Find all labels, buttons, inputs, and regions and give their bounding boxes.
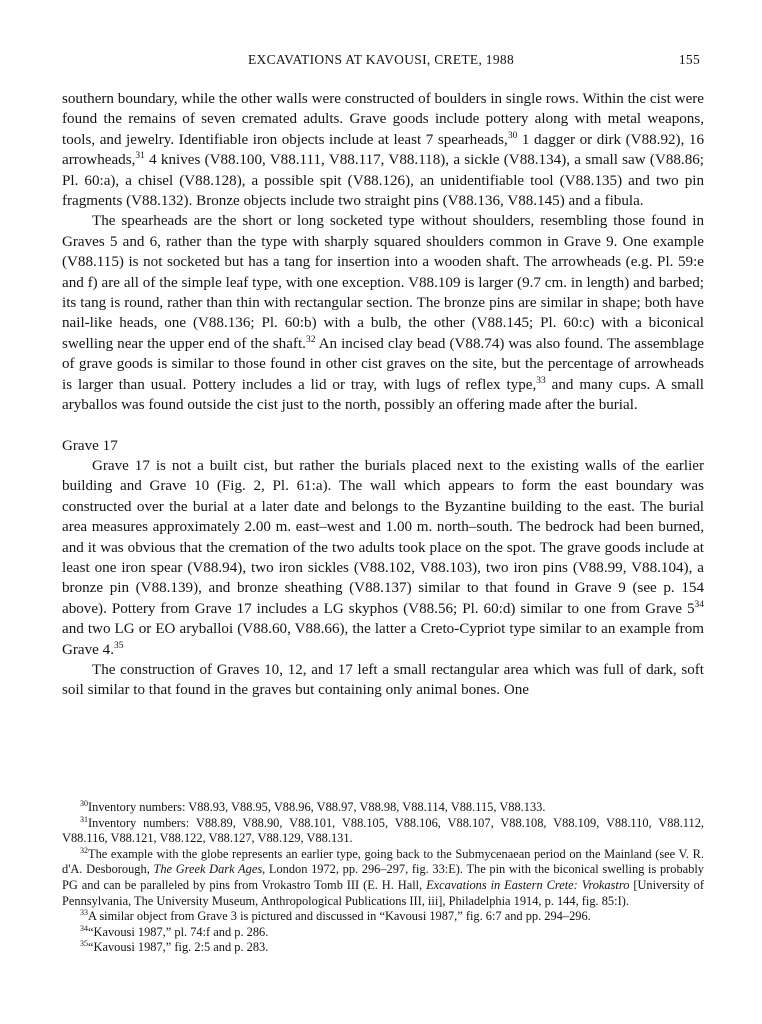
footnote-33: $^{33}$A similar object from Grave 3 is pictured and discussed in “Kavousi 1987,” fig. 6:7 and pp. 294–296. [80,908,591,924]
footnote-ref-35: 35 [113,640,124,651]
section-heading-grave-17: Grave 17 [62,437,118,454]
footnotes [62,800,704,956]
paragraph-2: The spearheads are the short or long socketed type without shoulders, resembling those found in Graves 5 and 6, rather than the type with sharply squared shoulders common in Grave 9. One example (V88.115) is not socketed but has a tang for insertion into a wooden shaft. The arrowheads (e.g. Pl. 59:e and f) are all of the simple leaf type, with one exception. V88.109 is larger (9.7 cm. in length) and barbed; its tang is round, rather than thin with rectangular section. The bronze pins are similar in shape; both have nail-like heads, one (V88.136; Pl. 60:b) with a bulb, the other (V88.145; Pl. 60:c) with a biconical swelling near the upper end of the shaft.$^{32}$ An incised clay bead (V88.74) was also found. The assemblage of grave goods is similar to those found in other cist graves on the site, but the percentage of arrowheads is larger than usual. Pottery includes a lid or tray, with lugs of reflex type,$^{33}$ and many cups. A small aryballos was found outside the cist just to the north, possibly an offering made after the burial. [62,213,705,414]
page-number: 155 [678,52,700,67]
book-title: Excavations in Eastern Crete: Vrokastro [426,877,630,892]
footnote-ref-34: 34 [694,599,704,610]
body-text [62,89,704,701]
footnote-34: $^{34}$“Kavousi 1987,” pl. 74:f and p. 286. [80,923,269,939]
footnote-35: $^{35}$“Kavousi 1987,” fig. 2:5 and p. 283. [80,939,269,955]
footnote-ref-33: 33 [536,375,546,386]
footnote-ref-32: 32 [305,334,316,345]
paragraph-3: Grave 17 is not a built cist, but rather the burials placed next to the existing walls of the earlier building and Grave 10 (Fig. 2, Pl. 61:a). The wall which appears to form the east boundary was constructed over the burial at a later date and belongs to the Byzantine building to the east. The burial area measures approximately 2.00 m. east–west and 1.00 m. north–south. The bedrock had been burned, and it was obvious that the cremation of the two adults took place on the spot. The grave goods include at least one iron spear (V88.94), two iron sickles (V88.102, V88.103), two iron pins (V88.99, V88.104), a bronze pin (V88.139), and bronze sheathing (V88.137) similar to that found in Grave 9 (see p. 154 above). Pottery from Grave 17 includes a LG skyphos (V88.56; Pl. 60:d) similar to one from Grave $5^{34}$ and two LG or EO aryballoi (V88.60, V88.66), the latter a Creto-Cypriot type similar to an example from Grave 4.35 [62,457,704,658]
running-header [62,52,700,70]
footnote-32: $^{32}$The example with the globe represents an earlier type, going back to the Submycenaean period on the Mainland (see V. R. d'A. Desborough, The Greek Dark Ages, London 1972, pp. 296–297, fig. 33:E). The pin with the biconical swelling is probably PG and can be paralleled by pins from Vrokastro Tomb III (E. H. Hall, Excavations in Eastern Crete: Vrokastro [University of Pennsylvania, The University Museum, Anthropological Publications III, iii], Philadelphia 1914, p. 144, fig. 85:I). [62,845,705,908]
footnote-ref-30: 30 [507,130,518,141]
footnote-31: $^{31}$Inventory numbers: V88.89, V88.90, V88.101, V88.105, V88.106, V88.107, V88.108, V88.109, V88.110, V88.112, V88.116, V88.121, V88.122, V88.127, V88.129, V88.131. [62,814,704,846]
footnote-30: $^{30}$Inventory numbers: V88.93, V88.95, V88.96, V88.97, V88.98, V88.114, V88.115, V88.133. [80,799,546,814]
paragraph-1: southern boundary, while the other walls were constructed of boulders in single rows. Within the cist were found the remains of seven cremated adults. Grave goods include pottery along with metal weapons, tools, and jewelry. Identifiable iron objects include at least 7 spearheads,$^{30}$ 1 dagger or dirk (V88.92), 16 arrowheads,$^{31}$ 4 knives (V88.100, V88.111, V88.117, V88.118), a sickle (V88.134), a small saw (V88.86; Pl. 60:a), a chisel (V88.128), a possible spit (V88.126), an unidentifiable tool (V88.135) and two pin fragments (V88.132). Bronze objects include two straight pins (V88.136, V88.145) and a fibula. [62,91,705,210]
running-title: EXCAVATIONS AT KAVOUSI, CRETE, 1988 [247,52,515,67]
book-title: The Greek Dark Ages [153,862,263,877]
paragraph-4: The construction of Graves 10, 12, and 17 left a small rectangular area which was full of dark, soft soil similar to that found in the graves but containing only animal bones. One [62,661,704,699]
footnote-ref-31: 31 [135,151,145,162]
